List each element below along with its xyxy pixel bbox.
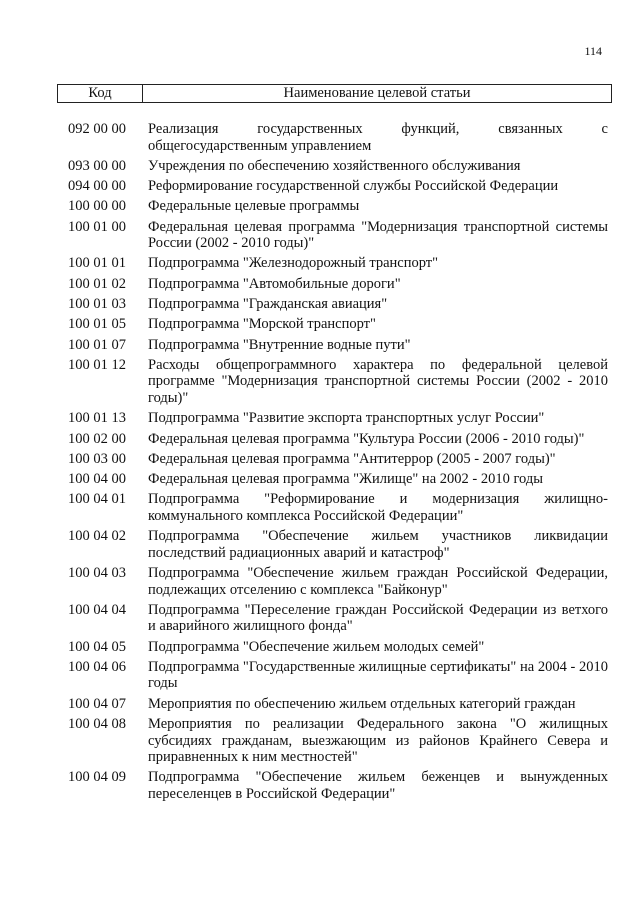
row-code: 094 00 00 bbox=[68, 178, 126, 195]
row-code: 100 01 12 bbox=[68, 356, 126, 373]
page-number: 114 bbox=[584, 44, 602, 58]
row-code: 100 02 00 bbox=[68, 430, 126, 447]
row-name: Подпрограмма "Внутренние водные пути" bbox=[148, 336, 411, 353]
code-column-header: Код bbox=[58, 85, 143, 102]
table-row bbox=[68, 410, 608, 427]
row-code: 092 00 00 bbox=[68, 121, 126, 137]
table-row bbox=[68, 158, 608, 175]
table-row bbox=[68, 528, 608, 561]
table-row bbox=[68, 471, 608, 488]
row-code: 100 04 07 bbox=[68, 695, 126, 712]
row-name: Реализация государственных функций, связанных с общегосударственным управлением bbox=[148, 121, 608, 154]
table-row bbox=[68, 602, 608, 635]
row-name: Мероприятия по реализации Федерального закона "О жилищных субсидиях гражданам, выезжающим из районов Крайнего Севера и приравненных к ним местностей" bbox=[148, 716, 608, 766]
row-code: 100 01 00 bbox=[68, 218, 126, 235]
row-name: Мероприятия по обеспечению жильем отдельных категорий граждан bbox=[148, 695, 576, 712]
table-row bbox=[68, 178, 608, 195]
row-code: 093 00 00 bbox=[68, 157, 126, 174]
row-code: 100 04 05 bbox=[68, 638, 126, 655]
row-name: Расходы общепрограммного характера по федеральной целевой программе "Модернизация транспортной системы России (2002 - 2010 годы)" bbox=[148, 356, 608, 406]
row-code: 100 01 02 bbox=[68, 275, 126, 292]
row-code: 100 01 05 bbox=[68, 316, 126, 333]
table-row bbox=[68, 451, 608, 468]
table-body bbox=[68, 121, 608, 806]
row-code: 100 04 04 bbox=[68, 601, 126, 618]
table-row bbox=[68, 255, 608, 272]
row-code: 100 03 00 bbox=[68, 450, 126, 467]
row-name: Учреждения по обеспечению хозяйственного обслуживания bbox=[148, 157, 521, 174]
row-name: Подпрограмма "Морской транспорт" bbox=[148, 316, 376, 333]
table-row bbox=[68, 357, 608, 407]
row-code: 100 01 03 bbox=[68, 296, 126, 313]
row-name: Подпрограмма "Обеспечение жильем беженцев и вынужденных переселенцев в Российской Федерации" bbox=[148, 769, 608, 802]
row-code: 100 04 06 bbox=[68, 658, 126, 675]
row-code: 100 04 08 bbox=[68, 716, 126, 733]
table-row bbox=[68, 491, 608, 524]
row-name: Федеральная целевая программа "Антитеррор (2005 - 2007 годы)" bbox=[148, 450, 556, 467]
row-code: 100 04 01 bbox=[68, 491, 126, 508]
row-name: Подпрограмма "Железнодорожный транспорт" bbox=[148, 255, 439, 272]
row-code: 100 04 00 bbox=[68, 471, 126, 488]
table-row bbox=[68, 198, 608, 215]
table-row bbox=[68, 659, 608, 692]
row-name: Подпрограмма "Обеспечение жильем граждан Российской Федерации, подлежащих отселению с комплекса "Байконур" bbox=[148, 565, 608, 598]
row-code: 100 01 01 bbox=[68, 255, 126, 272]
table-row bbox=[68, 716, 608, 766]
table-row bbox=[68, 316, 608, 333]
table-row bbox=[68, 296, 608, 313]
row-name: Федеральная целевая программа "Модернизация транспортной системы России (2002 - 2010 годы)" bbox=[148, 218, 608, 252]
table-row bbox=[68, 431, 608, 448]
row-code: 100 04 09 bbox=[68, 769, 126, 786]
row-name: Подпрограмма "Развитие экспорта транспортных услуг России" bbox=[148, 410, 545, 427]
row-name: Федеральная целевая программа "Культура России (2006 - 2010 годы)" bbox=[148, 430, 585, 447]
table-header bbox=[57, 84, 612, 103]
table-row bbox=[68, 121, 608, 154]
row-name: Реформирование государственной службы Российской Федерации bbox=[148, 178, 559, 195]
name-column-header: Наименование целевой статьи bbox=[283, 85, 471, 101]
row-name: Подпрограмма "Обеспечение жильем участников ликвидации последствий радиационных аварий и катастроф" bbox=[148, 528, 608, 561]
row-code: 100 01 07 bbox=[68, 336, 126, 353]
row-name: Подпрограмма "Гражданская авиация" bbox=[148, 296, 388, 313]
table-row bbox=[68, 337, 608, 354]
table-row bbox=[68, 696, 608, 713]
row-name: Подпрограмма "Реформирование и модернизация жилищно-коммунального комплекса Российской Федерации" bbox=[148, 491, 608, 524]
table-row bbox=[68, 769, 608, 802]
table-row bbox=[68, 639, 608, 656]
row-name: Подпрограмма "Автомобильные дороги" bbox=[148, 275, 401, 292]
row-name: Федеральная целевая программа "Жилище" на 2002 - 2010 годы bbox=[148, 471, 543, 488]
table-row bbox=[68, 565, 608, 598]
row-name: Подпрограмма "Обеспечение жильем молодых семей" bbox=[148, 638, 485, 655]
row-name: Федеральные целевые программы bbox=[148, 198, 360, 215]
row-code: 100 04 02 bbox=[68, 528, 126, 545]
row-name: Подпрограмма "Переселение граждан Российской Федерации из ветхого и аварийного жилищного фонда" bbox=[148, 601, 608, 635]
row-code: 100 00 00 bbox=[68, 198, 126, 215]
row-code: 100 04 03 bbox=[68, 565, 126, 582]
row-code: 100 01 13 bbox=[68, 410, 126, 427]
table-row bbox=[68, 276, 608, 293]
table-row bbox=[68, 219, 608, 252]
row-name: Подпрограмма "Государственные жилищные сертификаты" на 2004 - 2010 годы bbox=[148, 658, 608, 692]
